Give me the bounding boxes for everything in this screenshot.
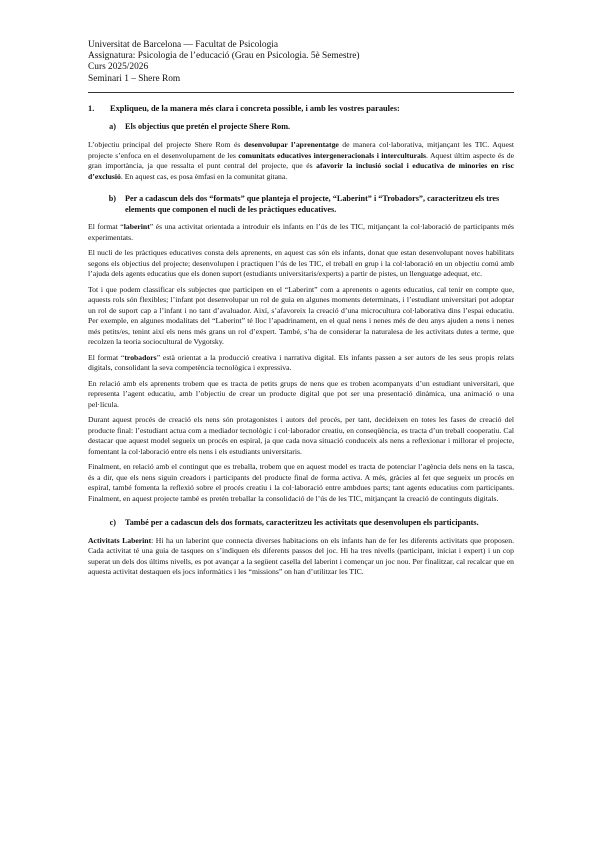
section-letter: b) — [108, 194, 116, 203]
question-number: 1. — [88, 104, 95, 113]
section-b-paragraph-3: Tot i que podem classificar els subjectes que participen en el “Laberint” com a aprenents o agents educatius, cal tenir en compte que, aquests rols són flexibles; l’infant pot desenvolupar un rol de guia en algunes moments determinats, i l’estudiant universitari pot adoptar un rol de suport cap a l’infant i no tant d’avaluador. Així, s’afavoreix la creació d’una microcultura col·laborativa dins l’espai educatiu. Per exemple, en algunes modalitats del “Laberint” té lloc l’apadrinament, en el qual nens i nenes més de deu anys ajuden a nens i nenes més petits/es, tenint així els nens més grans un rol d’expert. També, s’ha de considerar la naturalesa de les activitats dutes a terme, que recolzen la teoria sociocultural de Vygotsky. — [88, 284, 514, 347]
section-c-paragraph-1: Activitats Laberint: Hi ha un laberint que connecta diverses habitacions on els infants han de fer les diferents activitats que proposen. Cada activitat té una guia de tasques on s’indiquen els diferents passos del joc. Hi ha tres nivells (participant, iniciat i expert) i un cop superat un dels dos últims nivells, es pot avançar a la següent casella del laberint i començar un joc nou. Per finalitzar, cal recalcar que en aquesta activitat destaquen els jocs informàtics i les “missions” on han d’utilitzar les TIC. — [88, 535, 514, 577]
section-title: Per a cadascun dels dos “formats” que planteja el projecte, “Laberint” i “Trobadors”, caracteritzeu els tres elements que componen el nucli de les pràctiques educatives. — [125, 194, 500, 214]
header-divider — [88, 92, 514, 93]
section-letter: c) — [109, 518, 116, 528]
header-university: Universitat de Barcelona — Facultat de Psicologia — [88, 40, 279, 50]
question-1 — [88, 104, 514, 114]
section-b-heading — [88, 194, 514, 215]
section-title: També per a cadascun dels dos formats, caracteritzeu les activitats que desenvolupen els participants. — [125, 518, 479, 528]
document-body — [88, 104, 514, 583]
header-course: Curs 2025/2026 — [88, 62, 149, 73]
section-letter: a) — [109, 122, 116, 132]
header-seminar: Seminari 1 – Shere Rom — [88, 73, 181, 84]
section-b-paragraph-1: El format “laberint” és una activitat orientada a introduir els infants en l’ús de les TIC, mitjançant la col·laboració de participants més experimentats. — [88, 222, 514, 242]
section-b-paragraph-6: Durant aquest procés de creació els nens són protagonistes i autors del procés, per tant, decideixen en totes les fases de creació del producte final: l’estudiant actua com a mediador tecnològic i col·laborador creatiu, en conseqüència, es tracta d’un treball cooperatiu. Cal destacar que aquest model segueix un procés en espiral, ja que cada nova situació conduceix als nens a reflexionar i millorar el projecte, fomentant la col·laboració entre els nens i els estudiants universitaris. — [88, 415, 514, 456]
section-b-paragraph-7: Finalment, en relació amb el contingut que es treballa, trobem que en aquest model es tracta de potenciar l’agència dels nens en la tasca, és a dir, que els nens siguin creadors i participants del producte final de forma activa. A més, gràcies al fet que segueix un procés en espiral, també fomenta la reflexió sobre el procés creatiu i la col·laboració entre ambdues parts; tant agents educatius com participants. Finalment, en aquest projecte també es pretén treballar la consolidació de l’ús de les TIC, mitjançant la creació de continguts digitals. — [88, 462, 514, 503]
section-a-paragraph-1: L’objectiu principal del projecte Shere Rom és desenvolupar l’aprenentatge de manera col·laborativa, mitjançant les TIC. Aquest projecte s’enfoca en el desenvolupament de les comunitats educatives intergeneracionals i interculturals. Aquest últim aspecte és de gran importància, ja que ressalta el punt central del projecte, que és afavorir la inclusió social i educativa de minories en risc d’exclusió. En aquest cas, es posa èmfasi en la comunitat gitana. — [88, 140, 514, 181]
section-b-paragraph-5: En relació amb els aprenents trobem que es tracta de petits grups de nens que es troben acompanyats d’un estudiant universitari, que representa l’agent educatiu, amb l’objectiu de crear un producte digital que pot ser una presentació dinàmica, una animació o una pel·lícula. — [88, 378, 514, 409]
header-subject: Assignatura: Psicologia de l’educació (Grau en Psicologia. 5è Semestre) — [88, 51, 360, 62]
section-title: Els objectius que pretén el projecte Shere Rom. — [125, 122, 291, 132]
section-a-heading — [88, 122, 514, 133]
section-b-paragraph-4: El format “trobadors” està orientat a la producció creativa i narrativa digital. Els infants passen a ser autors de les seus propis relats digitals, consolidant la seva competència tecnològica i expressiva. — [88, 352, 514, 373]
section-b-paragraph-2: El nucli de les pràctiques educatives consta dels aprenents, en aquest cas són els infants, donat que estan desenvolupant noves habilitats segons els objectius del projecte; desenvolupen i practiquen l’ús de les TIC, el treball en grup i la col·laboració en un objectiu comú amb l’ajuda dels agents educatius que els donen suport (estudiants universitaris/experts) a partir de pistes, un llenguatge adequat, etc. — [88, 248, 514, 279]
section-c-heading — [88, 518, 514, 529]
question-text: Expliqueu, de la manera més clara i concreta possible, i amb les vostres paraules: — [110, 104, 400, 113]
document-header — [88, 40, 514, 85]
